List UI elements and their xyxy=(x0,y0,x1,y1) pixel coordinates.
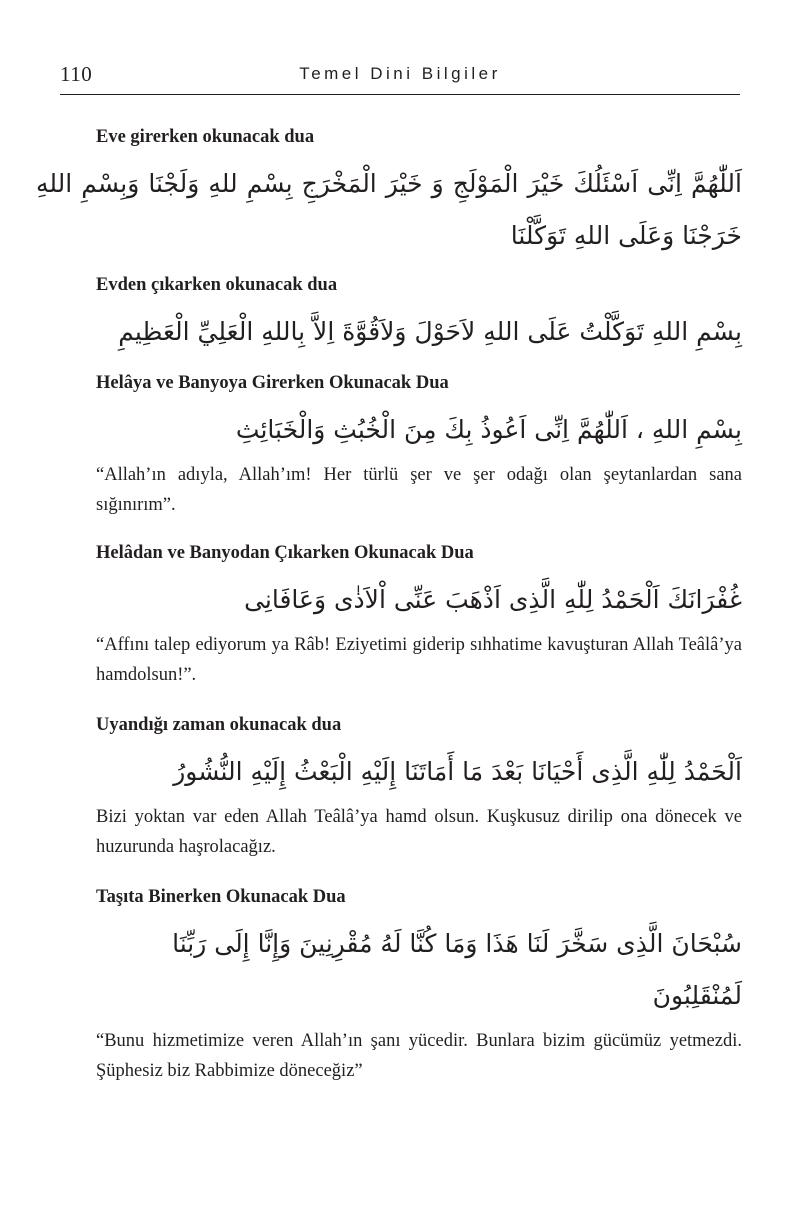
page-content xyxy=(36,124,742,1098)
section-heading: Eve girerken okunacak dua xyxy=(96,127,315,147)
prayer-translation: “Allah’ın adıyla, Allah’ım! Her türlü şer ve şer odağı olan şeytanlardan sana sığınırım”. xyxy=(96,465,742,515)
arabic-prayer: اَلْحَمْدُ لِلّٰهِ الَّذِى أَحْيَانَا بَعْدَ مَا أَمَاتَنَا إِلَيْهِ الْبَعْثُ إِلَيْهِ النُّشُورُ xyxy=(173,757,742,786)
running-title: Temel Dini Bilgiler xyxy=(299,64,501,83)
section-heading: Uyandığı zaman okunacak dua xyxy=(96,715,342,735)
section-heading: Evden çıkarken okunacak dua xyxy=(96,275,338,295)
arabic-prayer: بِسْمِ اللهِ ، اَللّٰهُمَّ اِنِّى اَعُوذُ بِكَ مِنَ الْخُبُثِ وَالْخَبَائِثِ xyxy=(235,415,742,444)
arabic-prayer: اَللّٰهُمَّ اِنِّى اَسْئَلُكَ خَيْرَ الْمَوْلَجِ وَ خَيْرَ الْمَخْرَجِ بِسْمِ للهِ وَلَجْنَا وَبِسْمِ اللهِ خَرَجْنَا وَعَلَى اللهِ تَوَكَّلْنَا xyxy=(36,169,742,250)
section-helaya-girerken xyxy=(96,370,742,520)
section-heading: Helâya ve Banyoya Girerken Okunacak Dua xyxy=(96,373,449,393)
prayer-translation: “Affını talep ediyorum ya Râb! Eziyetimi giderip sıhhatime kavuşturan Allah Teâlâ’ya hamdolsun!”. xyxy=(96,635,742,685)
page-number: 110 xyxy=(60,62,93,86)
arabic-prayer: غُفْرَانَكَ اَلْحَمْدُ لِلّٰهِ الَّذِى اَذْهَبَ عَنِّى اْلاَذٰى وَعَافَانِى xyxy=(244,585,742,614)
section-evden-cikarken xyxy=(96,272,742,358)
section-tasita-binerken xyxy=(96,884,742,1086)
prayer-translation: Bizi yoktan var eden Allah Teâlâ’ya hamd olsun. Kuşkusuz dirilip ona dönecek ve huzurunda haşrolacağız. xyxy=(96,807,742,857)
arabic-prayer: سُبْحَانَ الَّذِى سَخَّرَ لَنَا هَذَا وَمَا كُنَّا لَهُ مُقْرِنِينَ وَإِنَّا إِلَى رَبِّنَا لَمُنْقَلِبُونَ xyxy=(172,929,742,1010)
section-heading: Helâdan ve Banyodan Çıkarken Okunacak Dua xyxy=(96,543,474,563)
section-eve-girerken xyxy=(36,124,742,262)
page-header xyxy=(60,60,740,95)
arabic-prayer: بِسْمِ اللهِ تَوَكَّلْتُ عَلَى اللهِ لاَحَوْلَ وَلاَقُوَّةَ اِلاَّ بِاللهِ الْعَلِيِّ الْعَظِيمِ xyxy=(118,317,742,346)
prayer-translation: “Bunu hizmetimize veren Allah’ın şanı yücedir. Bunlara bizim gücümüz yetmezdi. Şüphesiz biz Rabbimize döneceğiz” xyxy=(96,1031,742,1081)
section-heladan-cikarken xyxy=(96,540,742,690)
section-uyandigi-zaman xyxy=(96,712,742,862)
section-heading: Taşıta Binerken Okunacak Dua xyxy=(96,887,346,907)
